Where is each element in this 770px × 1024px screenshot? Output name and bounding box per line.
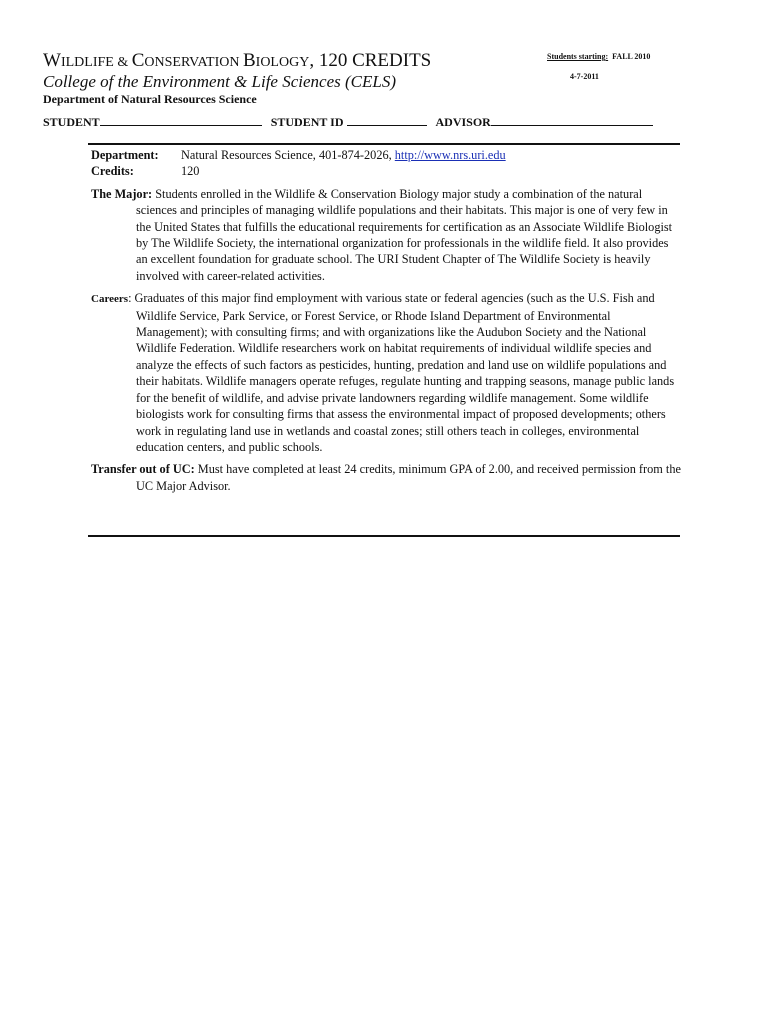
department-link[interactable]: http://www.nrs.uri.edu <box>394 148 506 162</box>
title-part-1: ILDLIFE & <box>60 55 132 70</box>
student-blank[interactable] <box>100 114 262 126</box>
transfer-section <box>91 461 681 494</box>
title-initial-b: B <box>242 50 256 71</box>
student-id-label: STUDENT ID <box>270 115 344 129</box>
major-heading: The Major: <box>91 186 153 201</box>
advisor-label: ADVISOR <box>435 115 491 129</box>
credits-row <box>91 163 681 179</box>
advisor-blank[interactable] <box>491 114 653 126</box>
info-content <box>91 147 681 494</box>
students-starting-label: Students starting: <box>547 52 609 61</box>
major-section <box>91 186 681 284</box>
credits-value: 120 <box>181 164 200 179</box>
department-row <box>91 147 681 163</box>
student-fields <box>43 114 653 130</box>
careers-heading: Careers <box>91 293 129 306</box>
careers-text: : Graduates of this major find employment with various state or federal agencies (such as the U.S. Fish and Wildlife Service, Park Service, or Forest Service, or Rhode Island Department of Environmental Management); with consulting firms; and with organizations like the Audubon Society and the National Wildlife Federation. Wildlife researchers work on habitat requirements of individual wildlife species and analyze the effects of such factors as pesticides, hunting, predation and land use on wildlife populations and their habitats. Wildlife managers operate refuges, regulate hunting and trapping seasons, manage public lands for the benefit of wildlife, and advise private landowners regarding wildlife management. Some wildlife biologists work for consulting firms that assess the environmental impact of proposed developments; others work in regulating land use in wetlands and coastal zones; still others teach in colleges, environmental education centers, and public schools. <box>128 291 675 454</box>
title-initial-c: C <box>131 50 145 71</box>
department-name: Department of Natural Resources Science <box>43 92 257 106</box>
title-part-2: ONSERVATION <box>144 55 243 70</box>
document-date: 4-7-2011 <box>570 72 599 81</box>
title-initial-w: W <box>43 50 61 71</box>
careers-section <box>91 290 681 455</box>
student-id-blank[interactable] <box>347 114 427 126</box>
department-contact: Natural Resources Science, 401-874-2026, <box>181 148 395 162</box>
credits-label: Credits: <box>91 164 134 179</box>
document-title <box>43 50 431 74</box>
top-rule <box>88 143 680 145</box>
major-text: Students enrolled in the Wildlife & Conservation Biology major study a combination of the natural sciences and principles of managing wildlife populations and their habitats. This major is one of very few in the United States that fulfills the educational requirements for certification as an Associate Wildlife Biologist by The Wildlife Society, the international organization for professionals in the wildlife field. It also provides an excellent foundation for graduate school. The URI Student Chapter of The Wildlife Society is heavily involved with career-related activities. <box>136 186 673 283</box>
student-label: STUDENT <box>43 115 100 129</box>
bottom-rule <box>88 535 680 537</box>
department-label: Department: <box>91 148 159 162</box>
transfer-heading: Transfer out of UC: <box>91 462 195 477</box>
students-starting <box>547 52 650 61</box>
department-value <box>181 147 506 163</box>
title-part-3: IOLOGY <box>255 55 310 70</box>
title-credits: , 120 CREDITS <box>309 50 432 71</box>
college-name: College of the Environment & Life Sciences (CELS) <box>43 72 396 91</box>
transfer-text: Must have completed at least 24 credits, minimum GPA of 2.00, and received permission from the UC Major Advisor. <box>136 462 681 493</box>
students-starting-value: FALL 2010 <box>612 52 651 61</box>
